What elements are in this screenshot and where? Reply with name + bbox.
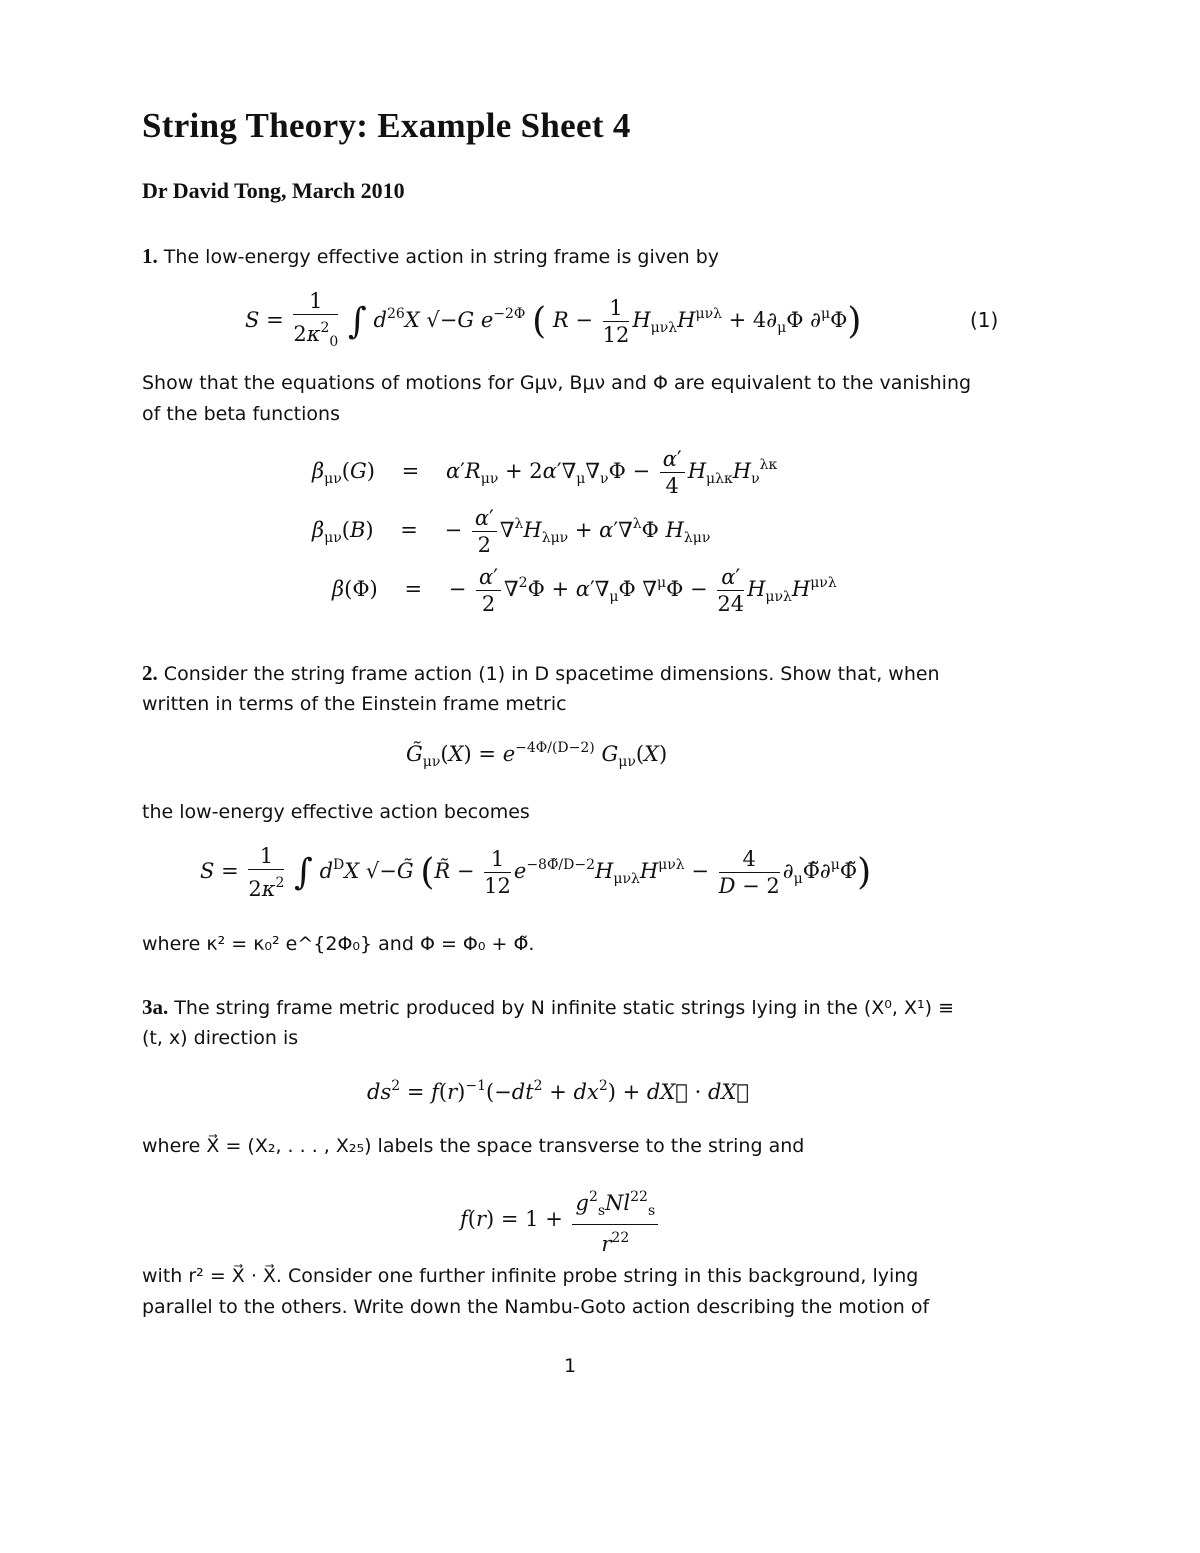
q2-where: where κ² = κ₀² e^{2Φ₀} and Φ = Φ₀ + Φ̃.	[142, 933, 535, 955]
q3a-line1-text: The string frame metric produced by N infinite static strings lying in the (X⁰, X¹) ≡	[174, 997, 955, 1019]
q3a-line3: where X⃗ = (X₂, . . . , X₂₅) labels the space transverse to the string and	[142, 1135, 805, 1157]
q2-line2: written in terms of the Einstein frame metric	[142, 693, 567, 715]
q3a-label: 3a.	[142, 995, 169, 1019]
beta-function-G: $\beta_{\mu\nu}(G)$ = $\alpha'R_{\mu\nu} + 2\alpha'\nabla_\mu\nabla_\nu\Phi$ − $\frac{\alpha'}{4}$ $H_{\mu\lambda\kappa}H_\nu^{\lambda\kappa}$	[312, 447, 778, 498]
equation-1: S = $\frac{1}{2\kappa^2_0}$ ∫ $d^{26}X$ √−G $e^{-2\Phi}$ ( R − $\frac{1}{12}$ $H_{\mu\nu\lambda}H^{\mu\nu\lambda} + 4\partial_\mu\Phi$ ∂$^\mu$Φ)	[245, 289, 862, 350]
q2-label: 2.	[142, 661, 158, 685]
page-title: String Theory: Example Sheet 4	[142, 106, 631, 145]
q2-line1-text: Consider the string frame action (1) in D spacetime dimensions. Show that, when	[163, 663, 940, 685]
q3a-line4: with r² = X⃗ · X⃗. Consider one further infinite probe string in this background, lying	[142, 1265, 919, 1287]
q3a-line5: parallel to the others. Write down the Nambu-Goto action describing the motion of	[142, 1296, 930, 1318]
einstein-frame-action: S = $\frac{1}{2\kappa^2}$ ∫ $d^DX$ √−G̃ (R̃ − $\frac{1}{12}$ $e^{-8\Phĩ/D-2}H_{\mu\nu\lambda}H^{\mu\nu\lambda}$ − $\frac{4}{D - 2}$ $\partial_\mu\Phĩ\partial^\mu\Phĩ$)	[200, 844, 872, 901]
beta-function-B: $\beta_{\mu\nu}(B)$ = − $\frac{\alpha'}{2}$ $\nabla^\lambda H_{\lambda\mu\nu} + \alpha'\nabla^\lambda\Phi$ $H_{\lambda\mu\nu}$	[312, 506, 711, 557]
q1-intro	[142, 241, 1012, 273]
einstein-frame-metric: $G̃_{\mu\nu}(X) = e^{-4\Phi/(D-2)}$ $G_{\mu\nu}(X)$	[406, 740, 668, 770]
page-number: 1	[564, 1355, 577, 1377]
q1-intro-text: The low-energy effective action in string frame is given by	[163, 246, 720, 268]
author-line: Dr David Tong, March 2010	[142, 178, 405, 203]
string-metric: $ds^2 = f(r)^{-1}(-dt^2 + dx^2)$ + dX⃗ · dX⃗	[367, 1078, 749, 1104]
q1-label: 1.	[142, 244, 158, 268]
q1-show-line2: of the beta functions	[142, 403, 340, 425]
q2-line1	[142, 658, 1012, 690]
q1-show-line1: Show that the equations of motions for Gμν, Bμν and Φ are equivalent to the vanishing	[142, 372, 972, 394]
beta-function-Phi: β(Φ) = − $\frac{\alpha'}{2}$ $\nabla^2\Phi + \alpha'\nabla_\mu\Phi$ ∇$^\mu$Φ − $\frac{\alpha'}{24}$ $H_{\mu\nu\lambda}H^{\mu\nu\lambda}$	[332, 565, 837, 616]
harmonic-function: f(r) = 1 + $\frac{g^2_sNl^{22}_s}{r^{22}}$	[460, 1184, 661, 1257]
q3a-line2: (t, x) direction is	[142, 1027, 299, 1049]
q2-line3: the low-energy effective action becomes	[142, 801, 530, 823]
equation-number-1: (1)	[970, 308, 999, 332]
q3a-line1	[142, 992, 1012, 1024]
